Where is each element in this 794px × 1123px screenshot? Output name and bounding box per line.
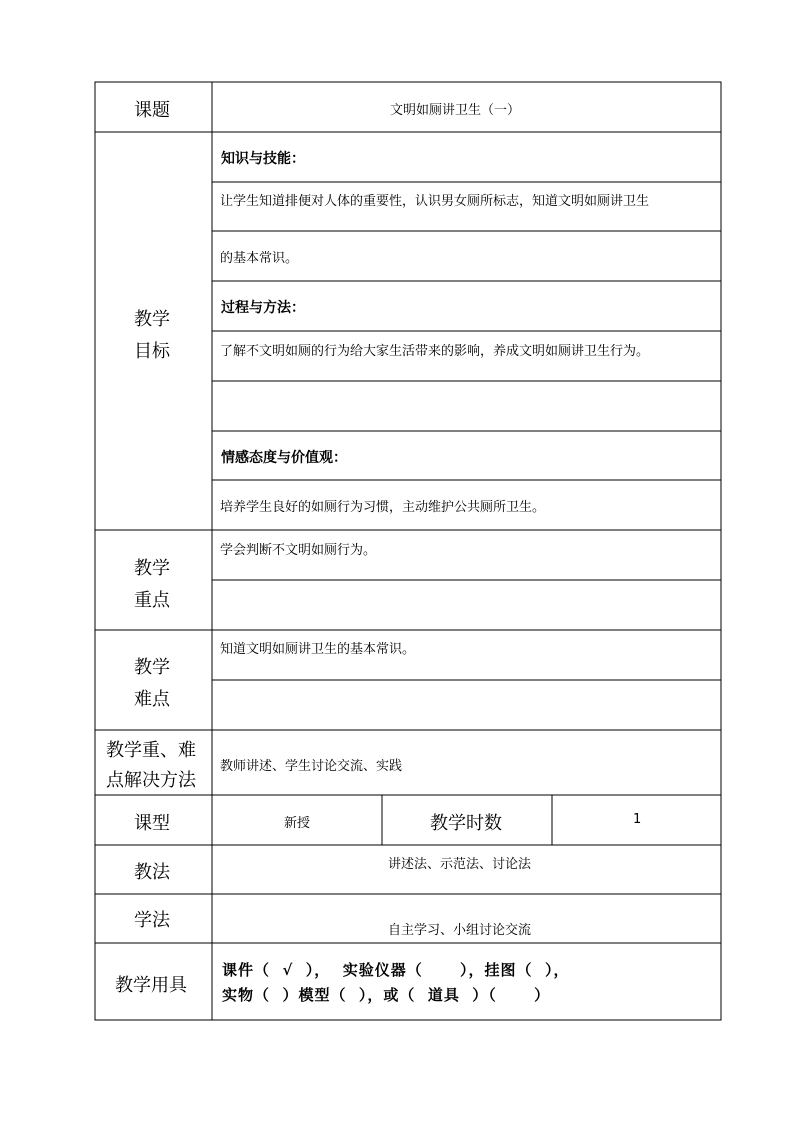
lesson-type-value: 新授 bbox=[284, 816, 311, 831]
lesson-type-label: 课型 bbox=[134, 813, 170, 834]
tools-line1: 课件（ √ ）， 实验仪器（ ），挂图（ ）， bbox=[222, 961, 570, 979]
knowledge-text-line2: 的基本常识。 bbox=[220, 251, 299, 266]
solve-label-line2: 点解决方法 bbox=[106, 770, 196, 791]
teaching-method-value: 讲述法、示范法、讨论法 bbox=[388, 857, 532, 872]
goals-label-line1: 教学 bbox=[134, 309, 170, 330]
solve-label-line1: 教学重、难 bbox=[106, 740, 196, 761]
key-points-label-line1: 教学 bbox=[134, 558, 170, 579]
learning-method-label: 学法 bbox=[134, 910, 170, 931]
process-text: 了解不文明如厕的行为给大家生活带来的影响，养成文明如厕讲卫生行为。 bbox=[220, 344, 650, 359]
key-points-label-line2: 重点 bbox=[134, 590, 170, 611]
difficulties-text: 知道文明如厕讲卫生的基本常识。 bbox=[220, 642, 416, 657]
tools-label: 教学用具 bbox=[115, 975, 187, 996]
lesson-title: 文明如厕讲卫生（一） bbox=[390, 103, 521, 118]
hours-label: 教学时数 bbox=[430, 813, 502, 834]
solve-text: 教师讲述、学生讨论交流、实践 bbox=[220, 759, 403, 774]
knowledge-heading: 知识与技能： bbox=[221, 151, 305, 167]
learning-method-value: 自主学习、小组讨论交流 bbox=[388, 923, 532, 938]
teaching-method-label: 教法 bbox=[134, 862, 170, 883]
difficulties-label-line1: 教学 bbox=[134, 657, 170, 678]
tools-line2: 实物（ ）模型（ ），或（ 道具 ）（ ） bbox=[222, 986, 551, 1004]
hours-value: 1 bbox=[633, 812, 642, 827]
key-points-text: 学会判断不文明如厕行为。 bbox=[220, 543, 377, 558]
knowledge-text-line1: 让学生知道排便对人体的重要性，认识男女厕所标志，知道文明如厕讲卫生 bbox=[220, 194, 650, 209]
emotion-heading: 情感态度与价值观： bbox=[221, 450, 347, 466]
emotion-text: 培养学生良好的如厕行为习惯，主动维护公共厕所卫生。 bbox=[220, 500, 546, 515]
title-label: 课题 bbox=[134, 100, 170, 121]
process-heading: 过程与方法： bbox=[221, 300, 305, 316]
goals-label-line2: 目标 bbox=[134, 341, 170, 362]
difficulties-label-line2: 难点 bbox=[134, 689, 170, 710]
